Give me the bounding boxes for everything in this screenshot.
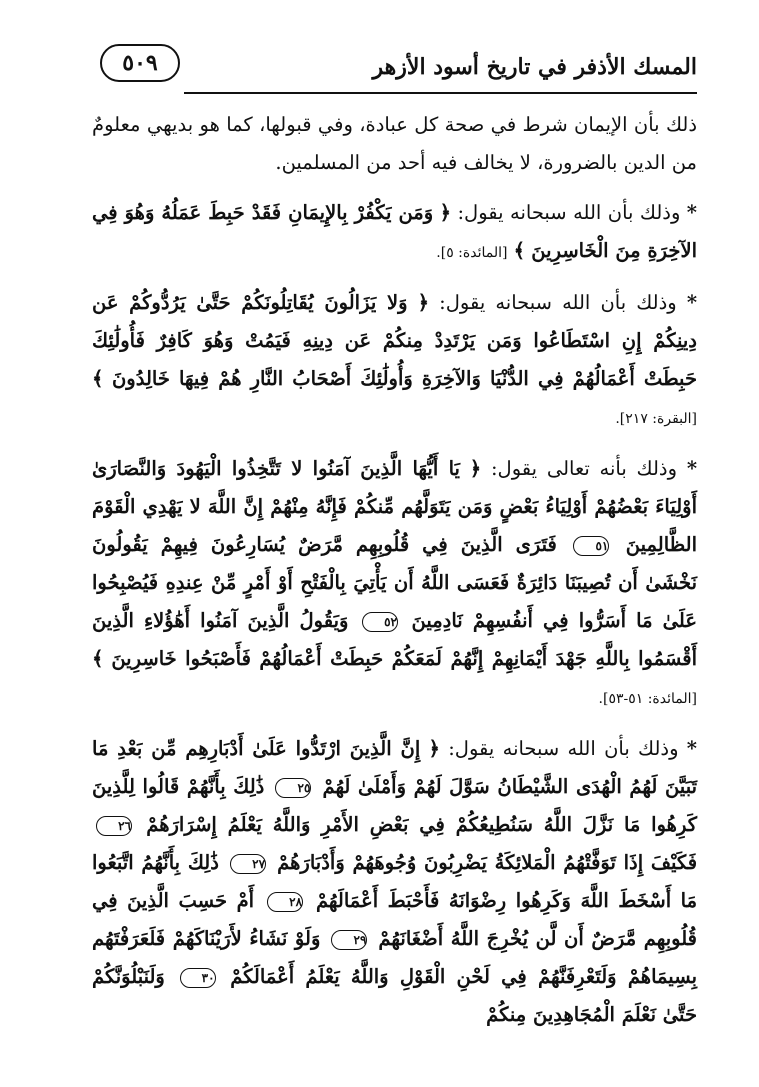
verse-number-marker: ٢٨ bbox=[267, 892, 303, 912]
verse-text: وَيَقُولُ الَّذِينَ آمَنُوا أَهَٰؤُلاءِ الَّذِينَ أَقْسَمُوا بِاللَّهِ جَهْدَ أَيْمَانِهِمْ إِنَّهُمْ لَمَعَكُمْ حَبِطَتْ أَعْمَالُهُمْ فَأَصْبَحُوا خَاسِرِينَ bbox=[92, 609, 697, 670]
running-title: المسك الأذفر في تاريخ أسود الأزهر bbox=[372, 54, 697, 80]
verse-text: وَلَنَبْلُوَنَّكُمْ حَتَّىٰ نَعْلَمَ الْمُجَاهِدِينَ مِنكُمْ bbox=[92, 965, 697, 1026]
verse-citation: [المائدة: ٥١-٥٣]. bbox=[598, 691, 697, 707]
verse-open-brace: ﴿ bbox=[428, 737, 440, 760]
asterisk-marker: * bbox=[686, 291, 698, 314]
verse-text: يَا أَيُّهَا الَّذِينَ آمَنُوا لا تَتَّخِذُوا الْيَهُودَ وَالنَّصَارَىٰ أَوْلِيَاءَ بَعْضُهُمْ أَوْلِيَاءُ بَعْضٍ وَمَن يَتَوَلَّهُم مِّنكُمْ فَإِنَّهُ مِنْهُمْ إِنَّ اللَّهَ لا يَهْدِي الْقَوْمَ الظَّالِمِينَ bbox=[92, 457, 698, 556]
asterisk-marker: * bbox=[686, 201, 697, 224]
verse-close-brace: ﴾ bbox=[513, 239, 526, 262]
asterisk-marker: * bbox=[686, 457, 698, 480]
verse-text: وَمَن يَكْفُرْ بِالإِيمَانِ فَقَدْ حَبِطَ عَمَلُهُ وَهُوَ فِي الآخِرَةِ مِنَ الْخَاسِرِينَ bbox=[92, 201, 697, 262]
paragraph-intro: وذلك بأن الله سبحانه يقول: bbox=[448, 737, 679, 760]
verse-number-marker: ٢٥ bbox=[275, 778, 311, 798]
verse-number-marker: ٢٧ bbox=[230, 854, 266, 874]
verse-text: إِنَّ الَّذِينَ ارْتَدُّوا عَلَىٰ أَدْبَارِهِم مِّن بَعْدِ مَا تَبَيَّنَ لَهُمُ الْهُدَى الشَّيْطَانُ سَوَّلَ لَهُمْ وَأَمْلَىٰ لَهُمْ bbox=[92, 737, 698, 798]
verse-text: ذَٰلِكَ بِأَنَّهُمُ اتَّبَعُوا مَا أَسْخَطَ اللَّهَ وَكَرِهُوا رِضْوَانَهُ فَأَحْبَطَ أَعْمَالَهُمْ bbox=[92, 851, 698, 912]
header-divider bbox=[184, 92, 697, 94]
verse-text: فَتَرَى الَّذِينَ فِي قُلُوبِهِم مَّرَضٌ يُسَارِعُونَ فِيهِمْ يَقُولُونَ نَخْشَىٰ أَن تُصِيبَنَا دَائِرَةٌ فَعَسَى اللَّهُ أَن يَأْتِيَ بِالْفَتْحِ أَوْ أَمْرٍ مِّنْ عِندِهِ فَيُصْبِحُوا عَلَىٰ مَا أَسَرُّوا فِي أَنفُسِهِمْ نَادِمِينَ bbox=[92, 533, 698, 632]
paragraph-4 bbox=[92, 450, 697, 718]
verse-number-marker: ٢٦ bbox=[96, 816, 132, 836]
verse-number-marker: ٢٩ bbox=[331, 930, 367, 950]
verse-number-marker: ٥١ bbox=[573, 536, 609, 556]
verse-open-brace: ﴿ bbox=[417, 291, 430, 314]
page-body bbox=[92, 96, 697, 1034]
verse-citation: [المائدة: ٥]. bbox=[436, 245, 508, 261]
verse-text: وَلَوْ نَشَاءُ لأَرَيْنَاكَهُمْ فَلَعَرَفْتَهُم بِسِيمَاهُمْ وَلَتَعْرِفَنَّهُمْ فِي لَحْنِ الْقَوْلِ وَاللَّهُ يَعْلَمُ أَعْمَالَكُمْ bbox=[92, 927, 698, 988]
verse-text: أَمْ حَسِبَ الَّذِينَ فِي قُلُوبِهِم مَّرَضٌ أَن لَّن يُخْرِجَ اللَّهُ أَضْغَانَهُمْ bbox=[92, 889, 697, 950]
paragraph-3 bbox=[92, 284, 697, 438]
verse-citation: [البقرة: ٢١٧]. bbox=[615, 411, 697, 427]
verse-close-brace: ﴾ bbox=[92, 367, 104, 390]
page-number-badge: ٥٠٩ bbox=[100, 44, 180, 82]
verse-text: فَكَيْفَ إِذَا تَوَفَّتْهُمُ الْمَلائِكَةُ يَضْرِبُونَ وُجُوهَهُمْ وَأَدْبَارَهُمْ bbox=[277, 851, 698, 874]
verse-open-brace: ﴿ bbox=[469, 457, 482, 480]
paragraph-intro: وذلك بأن الله سبحانه يقول: bbox=[439, 291, 677, 314]
verse-number-marker: ٣٠ bbox=[180, 968, 216, 988]
page-header bbox=[92, 0, 697, 96]
verse-close-brace: ﴾ bbox=[92, 647, 104, 670]
paragraph-text: ذلك بأن الإيمان شرط في صحة كل عبادة، وفي قبولها، كما هو بديهي معلومٌ من الدين بالضرورة، لا يخالف فيه أحد من المسلمين. bbox=[92, 113, 697, 174]
verse-text: ذَٰلِكَ بِأَنَّهُمْ قَالُوا لِلَّذِينَ كَرِهُوا مَا نَزَّلَ اللَّهُ سَنُطِيعُكُمْ فِي بَعْضِ الأَمْرِ وَاللَّهُ يَعْلَمُ إِسْرَارَهُمْ bbox=[92, 775, 697, 836]
asterisk-marker: * bbox=[686, 737, 697, 760]
paragraph-5 bbox=[92, 730, 697, 1034]
verse-number-marker: ٥٢ bbox=[362, 612, 398, 632]
paragraph-intro: وذلك بأن الله سبحانه يقول: bbox=[457, 201, 681, 224]
paragraph-2 bbox=[92, 194, 697, 272]
verse-open-brace: ﴿ bbox=[439, 201, 452, 224]
verse-text: وَلا يَزَالُونَ يُقَاتِلُونَكُمْ حَتَّىٰ يَرُدُّوكُمْ عَن دِينِكُمْ إِنِ اسْتَطَاعُوا وَمَن يَرْتَدِدْ مِنكُمْ عَن دِينِهِ فَيَمُتْ وَهُوَ كَافِرٌ فَأُولَٰئِكَ حَبِطَتْ أَعْمَالُهُمْ فِي الدُّنْيَا وَالآخِرَةِ وَأُولَٰئِكَ أَصْحَابُ النَّارِ هُمْ فِيهَا خَالِدُونَ bbox=[92, 291, 697, 390]
paragraph-1 bbox=[92, 106, 697, 182]
paragraph-intro: وذلك بأنه تعالى يقول: bbox=[490, 457, 678, 480]
